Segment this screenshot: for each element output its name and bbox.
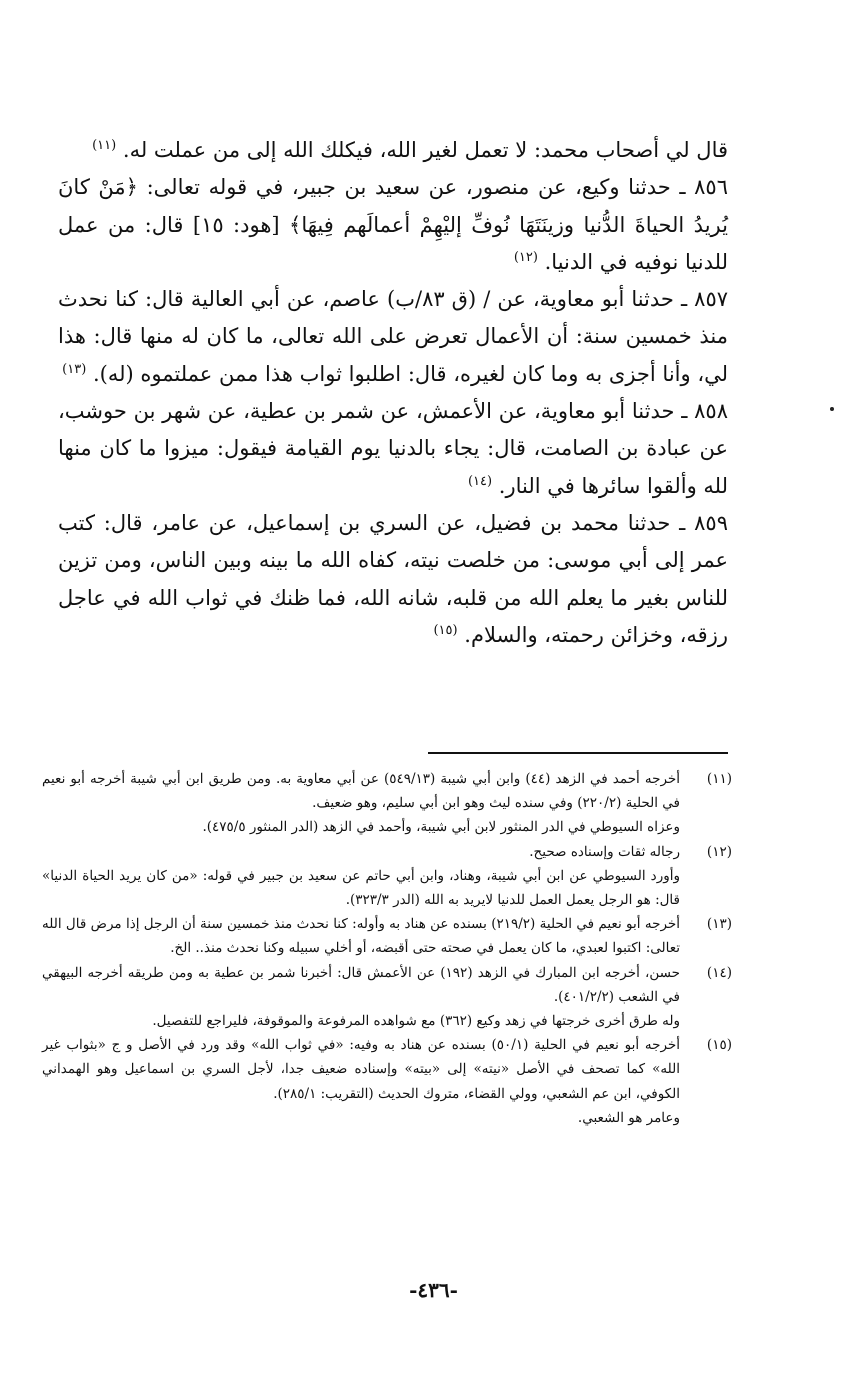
margin-dot	[830, 407, 834, 411]
main-text-block	[58, 132, 728, 654]
narration-857	[58, 281, 728, 393]
paragraph-text: ٨٥٨ ـ حدثنا أبو معاوية، عن الأعمش، عن شمر بن عطية، عن شهر بن حوشب، عن عبادة بن الصامت، قال: يجاء بالدنيا يوم القيامة فيقول: ميزوا ما كان منها لله وألقوا سائرها في النار.	[58, 399, 728, 498]
footnote-line: وأورد السيوطي عن ابن أبي شيبة، وهناد، وابن أبي حاتم عن سعيد بن جبير في قوله: «من كان يريد الحياة الدنيا» قال: هو الرجل يعمل العمل للدنيا لايريد به الله (الدر ٣٢٣/٣).	[42, 867, 680, 909]
footnote-14	[42, 961, 732, 1034]
paragraph-text: ٨٥٩ ـ حدثنا محمد بن فضيل، عن السري بن إسماعيل، عن عامر، قال: كتب عمر إلى أبي موسى: من خلصت نيته، كفاه الله ما بينه وبين الناس، ومن تزين للناس بغير ما يعلم الله من قلبه، شانه الله، فما ظنك في ثواب الله في عاجل رزقه، وخزائن رحمته، والسلام.	[58, 510, 728, 647]
footnote-body	[42, 1033, 680, 1130]
footnote-line: أخرجه أبو نعيم في الحلية (٢١٩/٢) بسنده عن هناد به وأوله: كنا نحدث منذ خمسين سنة أن الرجل إذا مرض قال الله تعالى: اكتبوا لعبدي، ما كان يعمل في صحته حتى أقبضه، أو أخلي سبيله وكنا نحدث منذ.. الخ.	[42, 916, 680, 957]
footnote-line: أخرجه أحمد في الزهد (٤٤) وابن أبي شيبة (٥٤٩/١٣) عن أبي معاوية به. ومن طريق ابن أبي شيبة أخرجه أبو نعيم في الحلية (٢٢٠/٢) وفي سنده ليث وهو ابن أبي سليم، وهو ضعيف.	[42, 771, 680, 812]
paragraph-text: ٨٥٦ ـ حدثنا وكيع، عن منصور، عن سعيد بن جبير، في قوله تعالى: ﴿مَنْ كانَ يُريدُ الحياةَ الدُّنيا وزينَتَهَا نُوفِّ إليْهِمْ أعمالَهم فِيهَا﴾ [هود: ١٥] قال: من عمل للدنيا نوفيه في الدنيا.	[58, 175, 728, 274]
footnote-line: أخرجه أبو نعيم في الحلية (٥٠/١) بسنده عن هناد به وفيه: «في ثواب الله» وقد ورد في الأصل و ج «بثواب غير الله» كما تصحف في الأصل «نيته» إلى «بيته» وإسناده ضعيف جدا، لأجل السري بن اسماعيل وهو الهمداني الكوفي، ابن عم الشعبي، وولي القضاء، متروك الحديث (التقريب: ٢٨٥/١).	[42, 1037, 681, 1102]
footnote-number: (١٢)	[706, 843, 732, 860]
paragraph-text: ٨٥٧ ـ حدثنا أبو معاوية، عن / (ق ٨٣/ب) عاصم، عن أبي العالية قال: كنا نحدث منذ خمسين سنة: أن الأعمال تعرض على الله تعالى، ما كان له منها قال: هذا لي، وأنا أجزى به وما كان لغيره، قال: اطلبوا ثواب هذا ممن عملتموه (له).	[58, 287, 729, 386]
footnote-reference: (١١)	[92, 138, 117, 153]
footnote-reference: (١٤)	[467, 473, 493, 489]
footnote-number: (١٣)	[706, 916, 732, 933]
paragraph-continuation	[58, 132, 728, 169]
paragraph-text: قال لي أصحاب محمد: لا تعمل لغير الله، فيكلك الله إلى من عملت له.	[122, 138, 728, 162]
footnote-15	[42, 1033, 732, 1130]
footnote-body	[42, 912, 680, 960]
footnote-line: وعزاه السيوطي في الدر المنثور لابن أبي شيبة، وأحمد في الزهد (الدر المنثور ٤٧٥/٥).	[202, 819, 680, 836]
narration-859	[58, 505, 728, 654]
footnote-13	[42, 912, 732, 960]
footnote-reference: (١٣)	[62, 361, 87, 377]
footnote-11	[42, 767, 732, 840]
footnote-divider	[428, 752, 728, 754]
footnote-body	[42, 840, 680, 913]
narration-858	[58, 393, 728, 505]
footnote-reference: (١٢)	[513, 249, 538, 265]
footnote-number: (١١)	[706, 771, 732, 787]
footnote-body	[42, 961, 680, 1034]
footnote-number: (١٥)	[706, 1037, 732, 1054]
footnote-line: وله طرق أخرى خرجتها في زهد وكيع (٣٦٢) مع شواهده المرفوعة والموقوفة، فليراجع للتفصيل.	[152, 1013, 680, 1030]
page-number: -٤٣٦-	[409, 1278, 458, 1302]
narration-856	[58, 169, 728, 281]
footnotes-section	[42, 767, 732, 1130]
footnote-reference: (١٥)	[433, 622, 458, 638]
footnote-line: حسن، أخرجه ابن المبارك في الزهد (١٩٢) عن الأعمش قال: أخبرنا شمر بن عطية به ومن طريقه أخرجه البيهقي في الشعب (٤٠١/٢/٢).	[42, 964, 680, 1005]
footnote-line: وعامر هو الشعبي.	[577, 1109, 680, 1126]
footnote-body	[42, 767, 680, 840]
footnote-number: (١٤)	[706, 964, 732, 981]
footnote-line: رجاله ثقات وإسناده صحيح.	[529, 843, 680, 860]
footnote-12	[42, 840, 732, 913]
